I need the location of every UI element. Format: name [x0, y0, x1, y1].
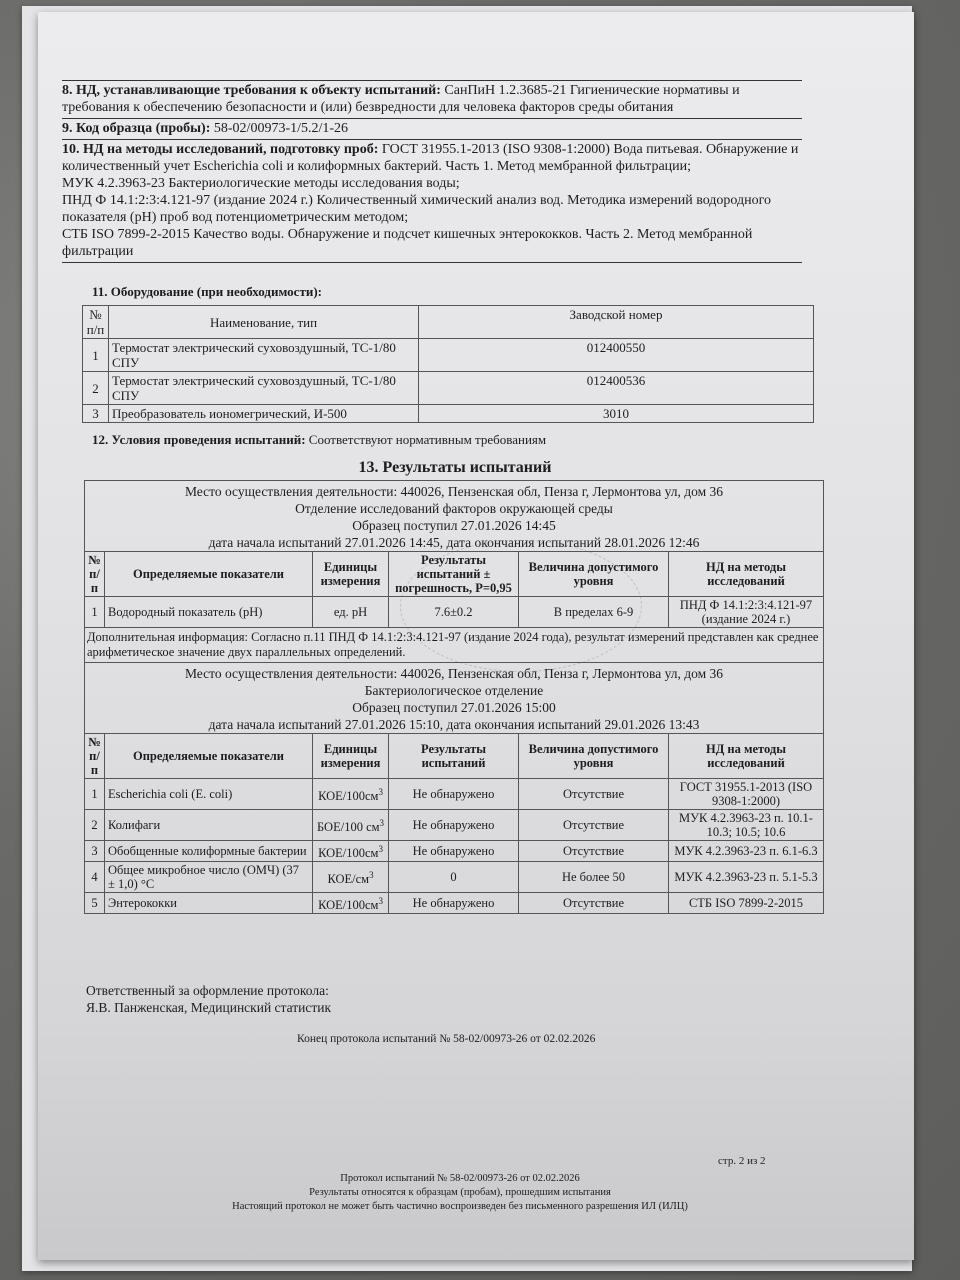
block1-dates: дата начала испытаний 27.01.2026 14:45, дата окончания испытаний 28.01.2026 12:46 [208, 535, 700, 550]
row-serial: 012400536 [419, 372, 814, 405]
block2-info [85, 663, 824, 734]
table-row [85, 810, 824, 841]
row-limit: Не более 50 [519, 862, 669, 893]
row-number: 1 [85, 779, 105, 810]
block2-received: Образец поступил 27.01.2026 15:00 [352, 700, 556, 715]
header-number: № п/п [83, 306, 109, 339]
row-result: Не обнаружено [389, 779, 519, 810]
header-number: № п/п [85, 734, 105, 779]
block2-header-row [85, 734, 824, 779]
row-unit [313, 841, 389, 862]
responsible-block [86, 982, 331, 1016]
footer-line: Протокол испытаний № 58-02/00973-26 от 02.02.2026 [340, 1173, 580, 1184]
unit-exponent: 3 [379, 817, 385, 828]
header-serial: Заводской номер [419, 306, 814, 339]
header-limit: Величина допустимого уровня [519, 552, 669, 597]
header-unit: Единицы измерения [313, 552, 389, 597]
unit-text: КОЕ/100см [318, 898, 379, 913]
table-header-row [83, 306, 814, 339]
row-name: Термостат электрический суховоздушный, ТС-1/80 СПУ [109, 339, 419, 372]
row-name: Термостат электрический суховоздушный, ТС-1/80 СПУ [109, 372, 419, 405]
header-method: НД на методы исследований [669, 734, 824, 779]
row-limit: Отсутствие [519, 893, 669, 914]
row-method: СТБ ISO 7899-2-2015 [669, 893, 824, 914]
faint-stamp-mark [400, 540, 642, 672]
section-9-label: 9. Код образца (пробы): [62, 121, 211, 136]
header-result: Результаты испытаний [389, 734, 519, 779]
header-number: № п/п [85, 552, 105, 597]
row-result: Не обнаружено [389, 893, 519, 914]
footer-line: Результаты относятся к образцам (пробам), прошедшим испытания [309, 1187, 611, 1198]
row-result: 0 [389, 862, 519, 893]
header-unit: Единицы измерения [313, 734, 389, 779]
table-row [83, 339, 814, 372]
unit-exponent: 3 [378, 896, 383, 907]
section-10-line: ПНД Ф 14.1:2:3:4.121-97 (издание 2024 г.) Количественный химический анализ вод. Методика измерений водородного показателя (pH) проб вод потенциометрическим методом; [62, 193, 772, 225]
section-9 [62, 118, 802, 139]
row-name: Преобразователь иономегрический, И-500 [109, 405, 419, 423]
results-title: 13. Результаты испытаний [358, 459, 552, 476]
row-unit [313, 893, 389, 914]
section-10-label: 10. НД на методы исследований, подготовку проб: [62, 142, 379, 157]
row-parameter: Общее микробное число (ОМЧ) (37 ± 1,0) °С [105, 862, 313, 893]
header-limit: Величина допустимого уровня [519, 734, 669, 779]
row-number: 2 [83, 372, 109, 405]
table-row [85, 779, 824, 810]
row-number: 5 [85, 893, 105, 914]
unit-text: БОЕ/100 см [316, 820, 380, 835]
results-table [84, 480, 824, 914]
row-unit [313, 810, 389, 841]
row-unit [313, 779, 389, 810]
header-result: Результаты испытаний ± погрешность, P=0,95 [389, 552, 519, 597]
section-10-line: ГОСТ 31955.1-2013 (ISO 9308-1:2000) Вода питьевая. Обнаружение и количественный учет Escherichia coli и колиформных бактерий. Часть 1. Метод мембранной фильтрации; [62, 142, 799, 174]
row-parameter: Обобщенные колиформные бактерии [105, 841, 313, 862]
unit-text: КОЕ/100см [318, 846, 379, 861]
row-method: МУК 4.2.3963-23 п. 10.1-10.3; 10.5; 10.6 [669, 810, 824, 841]
header-sections [62, 80, 802, 263]
row-number: 2 [85, 810, 105, 841]
row-number: 1 [85, 597, 105, 628]
table-row [85, 862, 824, 893]
row-result: Не обнаружено [389, 810, 519, 841]
row-number: 3 [83, 405, 109, 423]
unit-text: КОЕ/100см [318, 789, 379, 804]
block1-received: Образец поступил 27.01.2026 14:45 [352, 518, 556, 533]
footer-line: Настоящий протокол не может быть частично воспроизведен без письменного разрешения ИЛ (ИЛЦ) [232, 1201, 688, 1212]
footer [200, 1172, 720, 1214]
section-10-line: МУК 4.2.3963-23 Бактериологические методы исследования воды; [62, 176, 460, 191]
unit-text: КОЕ/см [327, 872, 370, 887]
row-unit [313, 862, 389, 893]
section-10-line: СТБ ISO 7899-2-2015 Качество воды. Обнаружение и подсчет кишечных энтерококков. Часть 2. Метод мембранной фильтрации [62, 227, 753, 259]
responsible-name: Я.В. Панженская, Медицинский статистик [86, 1000, 332, 1015]
block2-location: Место осуществления деятельности: 440026, Пензенская обл, Пенза г, Лермонтова ул, дом 36 [184, 666, 724, 681]
row-number: 4 [85, 862, 105, 893]
section-8-text: СанПиН 1.2.3685-21 Гигиенические нормативы и требования к обеспечению безопасности и (или) безвредности для человека факторов среды обитания [62, 83, 740, 115]
unit-exponent: 3 [378, 844, 383, 854]
section-12 [92, 432, 546, 448]
header-method: НД на методы исследований [669, 552, 824, 597]
section-12-text: Соответствуют нормативным требованиям [308, 432, 547, 447]
row-serial: 012400550 [419, 339, 814, 372]
section-9-text: 58-02/00973-1/5.2/1-26 [213, 121, 349, 136]
block1-department: Отделение исследований факторов окружающей среды [295, 501, 613, 516]
block1-location: Место осуществления деятельности: 440026, Пензенская обл, Пенза г, Лермонтова ул, дом 36 [184, 484, 724, 499]
block1-note: Дополнительная информация: Согласно п.11 ПНД Ф 14.1:2:3:4.121-97 (издание 2024 года), результат измерений представлен как среднее арифметическое значение двух параллельных определений. [85, 628, 824, 663]
block2-dates: дата начала испытаний 27.01.2026 15:10, дата окончания испытаний 29.01.2026 13:43 [208, 717, 700, 732]
row-limit: Отсутствие [519, 779, 669, 810]
row-method: МУК 4.2.3963-23 п. 5.1-5.3 [669, 862, 824, 893]
block1-info [85, 481, 824, 552]
row-parameter: Водородный показатель (pH) [105, 597, 313, 628]
row-parameter: Escherichia coli (E. coli) [105, 779, 313, 810]
section-11-label: 11. Оборудование (при необходимости): [92, 284, 322, 299]
table-row [85, 893, 824, 914]
row-limit: В пределах 6-9 [519, 597, 669, 628]
end-of-protocol: Конец протокола испытаний № 58-02/00973-26 от 02.02.2026 [297, 1033, 596, 1045]
row-limit: Отсутствие [519, 810, 669, 841]
table-row [83, 372, 814, 405]
header-name: Наименование, тип [109, 306, 419, 339]
responsible-label: Ответственный за оформление протокола: [86, 983, 329, 998]
row-limit: Отсутствие [519, 841, 669, 862]
section-10 [62, 139, 802, 263]
header-parameter: Определяемые показатели [105, 734, 313, 779]
row-unit: ед. pH [313, 597, 389, 628]
row-serial: 3010 [419, 405, 814, 423]
section-8-label: 8. НД, устанавливающие требования к объекту испытаний: [62, 83, 441, 98]
row-number: 3 [85, 841, 105, 862]
header-parameter: Определяемые показатели [105, 552, 313, 597]
table-row [83, 405, 814, 423]
unit-exponent: 3 [378, 786, 383, 797]
row-method: ГОСТ 31955.1-2013 (ISO 9308-1:2000) [669, 779, 824, 810]
section-12-label: 12. Условия проведения испытаний: [92, 432, 306, 447]
row-method: ПНД Ф 14.1:2:3:4.121-97 (издание 2024 г.) [669, 597, 824, 628]
row-parameter: Колифаги [105, 810, 313, 841]
block2-department: Бактериологическое отделение [364, 683, 544, 698]
row-result: 7.6±0.2 [389, 597, 519, 628]
section-8 [62, 80, 802, 118]
page-number: стр. 2 из 2 [718, 1155, 766, 1167]
row-number: 1 [83, 339, 109, 372]
row-parameter: Энтерококки [105, 893, 313, 914]
unit-exponent: 3 [369, 870, 374, 881]
row-result: Не обнаружено [389, 841, 519, 862]
table-row [85, 841, 824, 862]
equipment-table [82, 305, 814, 423]
row-method: МУК 4.2.3963-23 п. 6.1-6.3 [669, 841, 824, 862]
